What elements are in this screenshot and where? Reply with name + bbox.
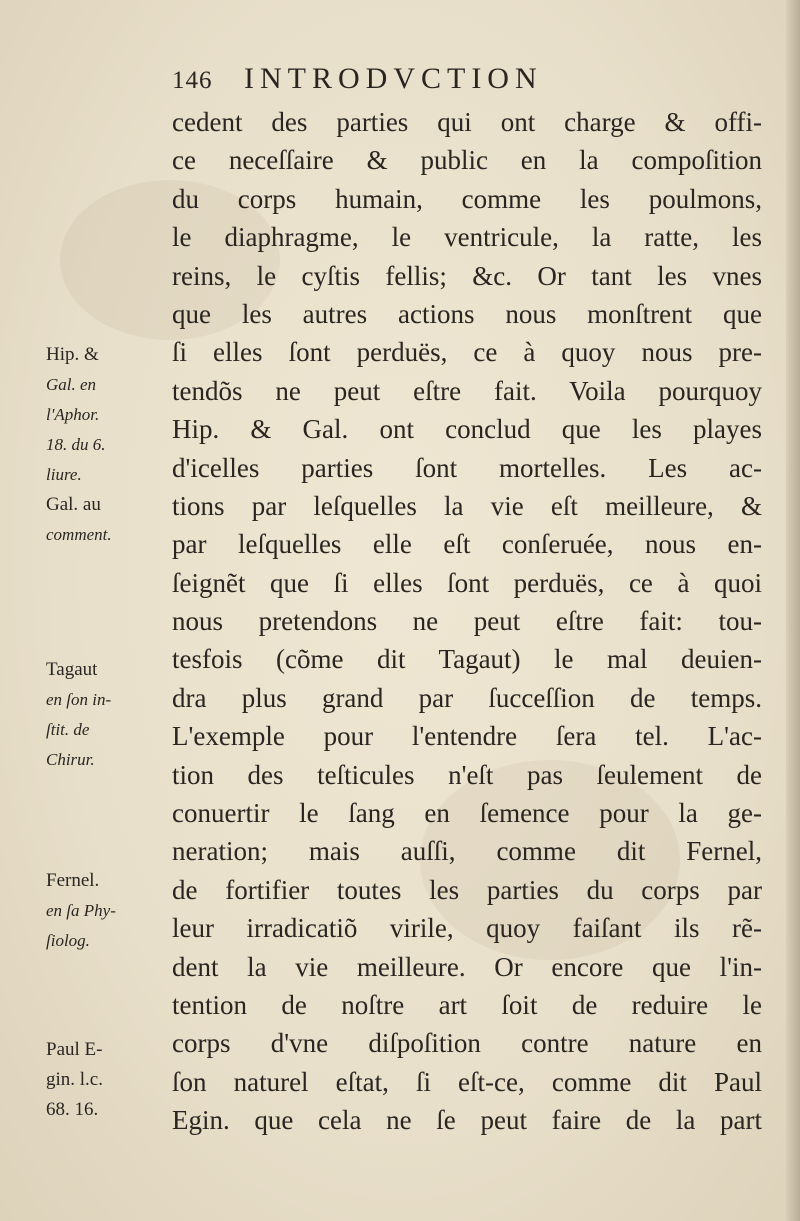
text-line: neration; mais auſſi, comme dit Fernel, <box>172 836 762 867</box>
margin-note-line: Hip. & <box>46 344 99 365</box>
text-line: tions par leſquelles la vie eſt meilleure, & <box>172 490 762 521</box>
page-number: 146 <box>172 67 213 94</box>
margin-note-line: Paul E- <box>46 1039 103 1060</box>
text-line: cedent des parties qui ont charge & offi- <box>172 107 762 137</box>
text-line: tention de noſtre art ſoit de reduire le <box>172 989 762 1020</box>
margin-note-line: 68. 16. <box>46 1099 99 1120</box>
text-line: reins, le cyſtis fellis; &c. Or tant les vnes <box>172 260 762 291</box>
margin-note-line: ſiolog. <box>46 931 90 950</box>
page-edge <box>786 0 800 1221</box>
text-line: corps d'vne diſpoſition contre nature en <box>172 1028 762 1059</box>
margin-note-line: Fernel. <box>46 870 100 891</box>
margin-note-hippocrates <box>46 340 166 550</box>
text-line: tendõs ne peut eſtre fait. Voila pourquoy <box>172 375 762 406</box>
text-line: Hip. & Gal. ont conclud que les playes <box>172 414 762 445</box>
text-line: ſon naturel eſtat, ſi eſt-ce, comme dit Paul <box>172 1066 762 1097</box>
text-line: d'icelles parties ſont mortelles. Les ac- <box>172 452 762 483</box>
text-line: du corps humain, comme les poulmons, <box>172 183 762 214</box>
margin-note-line: Tagaut <box>46 659 98 680</box>
text-line: tion des teſticules n'eſt pas ſeulement de <box>172 759 762 790</box>
body-text <box>172 103 762 1140</box>
text-line: tesfois (cõme dit Tagaut) le mal deuien- <box>172 644 762 675</box>
margin-note-line: en ſa Phy- <box>46 901 116 920</box>
text-line: de fortifier toutes les parties du corps par <box>172 874 762 905</box>
text-line: que les autres actions nous monſtrent que <box>172 298 762 329</box>
margin-note-line: comment. <box>46 525 112 544</box>
running-head <box>172 62 692 98</box>
text-line: ſi elles ſont perduës, ce à quoy nous pre- <box>172 337 762 368</box>
margin-note-line: l'Aphor. <box>46 405 100 424</box>
text-line: conuertir le ſang en ſemence pour la ge- <box>172 798 762 829</box>
text-line: dent la vie meilleure. Or encore que l'in- <box>172 951 762 982</box>
margin-note-paul-egin <box>46 1035 166 1125</box>
text-line: leur irradicatiõ virile, quoy faiſant ils rẽ- <box>172 913 762 944</box>
margin-note-line: ſtit. de <box>46 720 90 739</box>
margin-note-line: gin. l.c. <box>46 1069 103 1090</box>
text-line: Egin. que cela ne ſe peut faire de la part <box>172 1105 762 1136</box>
margin-note-line: en ſon in- <box>46 690 112 709</box>
margin-note-line: Gal. au <box>46 494 101 515</box>
margin-note-fernel <box>46 866 166 956</box>
margin-note-tagaut <box>46 655 166 775</box>
margin-note-line: 18. du 6. <box>46 435 106 454</box>
text-line: par leſquelles elle eſt conſeruée, nous en- <box>172 529 762 560</box>
text-line: le diaphragme, le ventricule, la ratte, les <box>172 222 762 253</box>
text-line: nous pretendons ne peut eſtre fait: tou- <box>172 606 762 637</box>
margin-note-line: Gal. en <box>46 375 97 394</box>
running-title: INTRODVCTION <box>244 62 543 95</box>
text-line: L'exemple pour l'entendre ſera tel. L'ac- <box>172 721 762 752</box>
margin-note-line: Chirur. <box>46 750 95 769</box>
text-line: dra plus grand par ſucceſſion de temps. <box>172 682 762 713</box>
text-line: ce neceſſaire & public en la compoſition <box>172 145 762 176</box>
text-line: ſeignẽt que ſi elles ſont perduës, ce à quoi <box>172 567 762 598</box>
margin-note-line: liure. <box>46 465 82 484</box>
